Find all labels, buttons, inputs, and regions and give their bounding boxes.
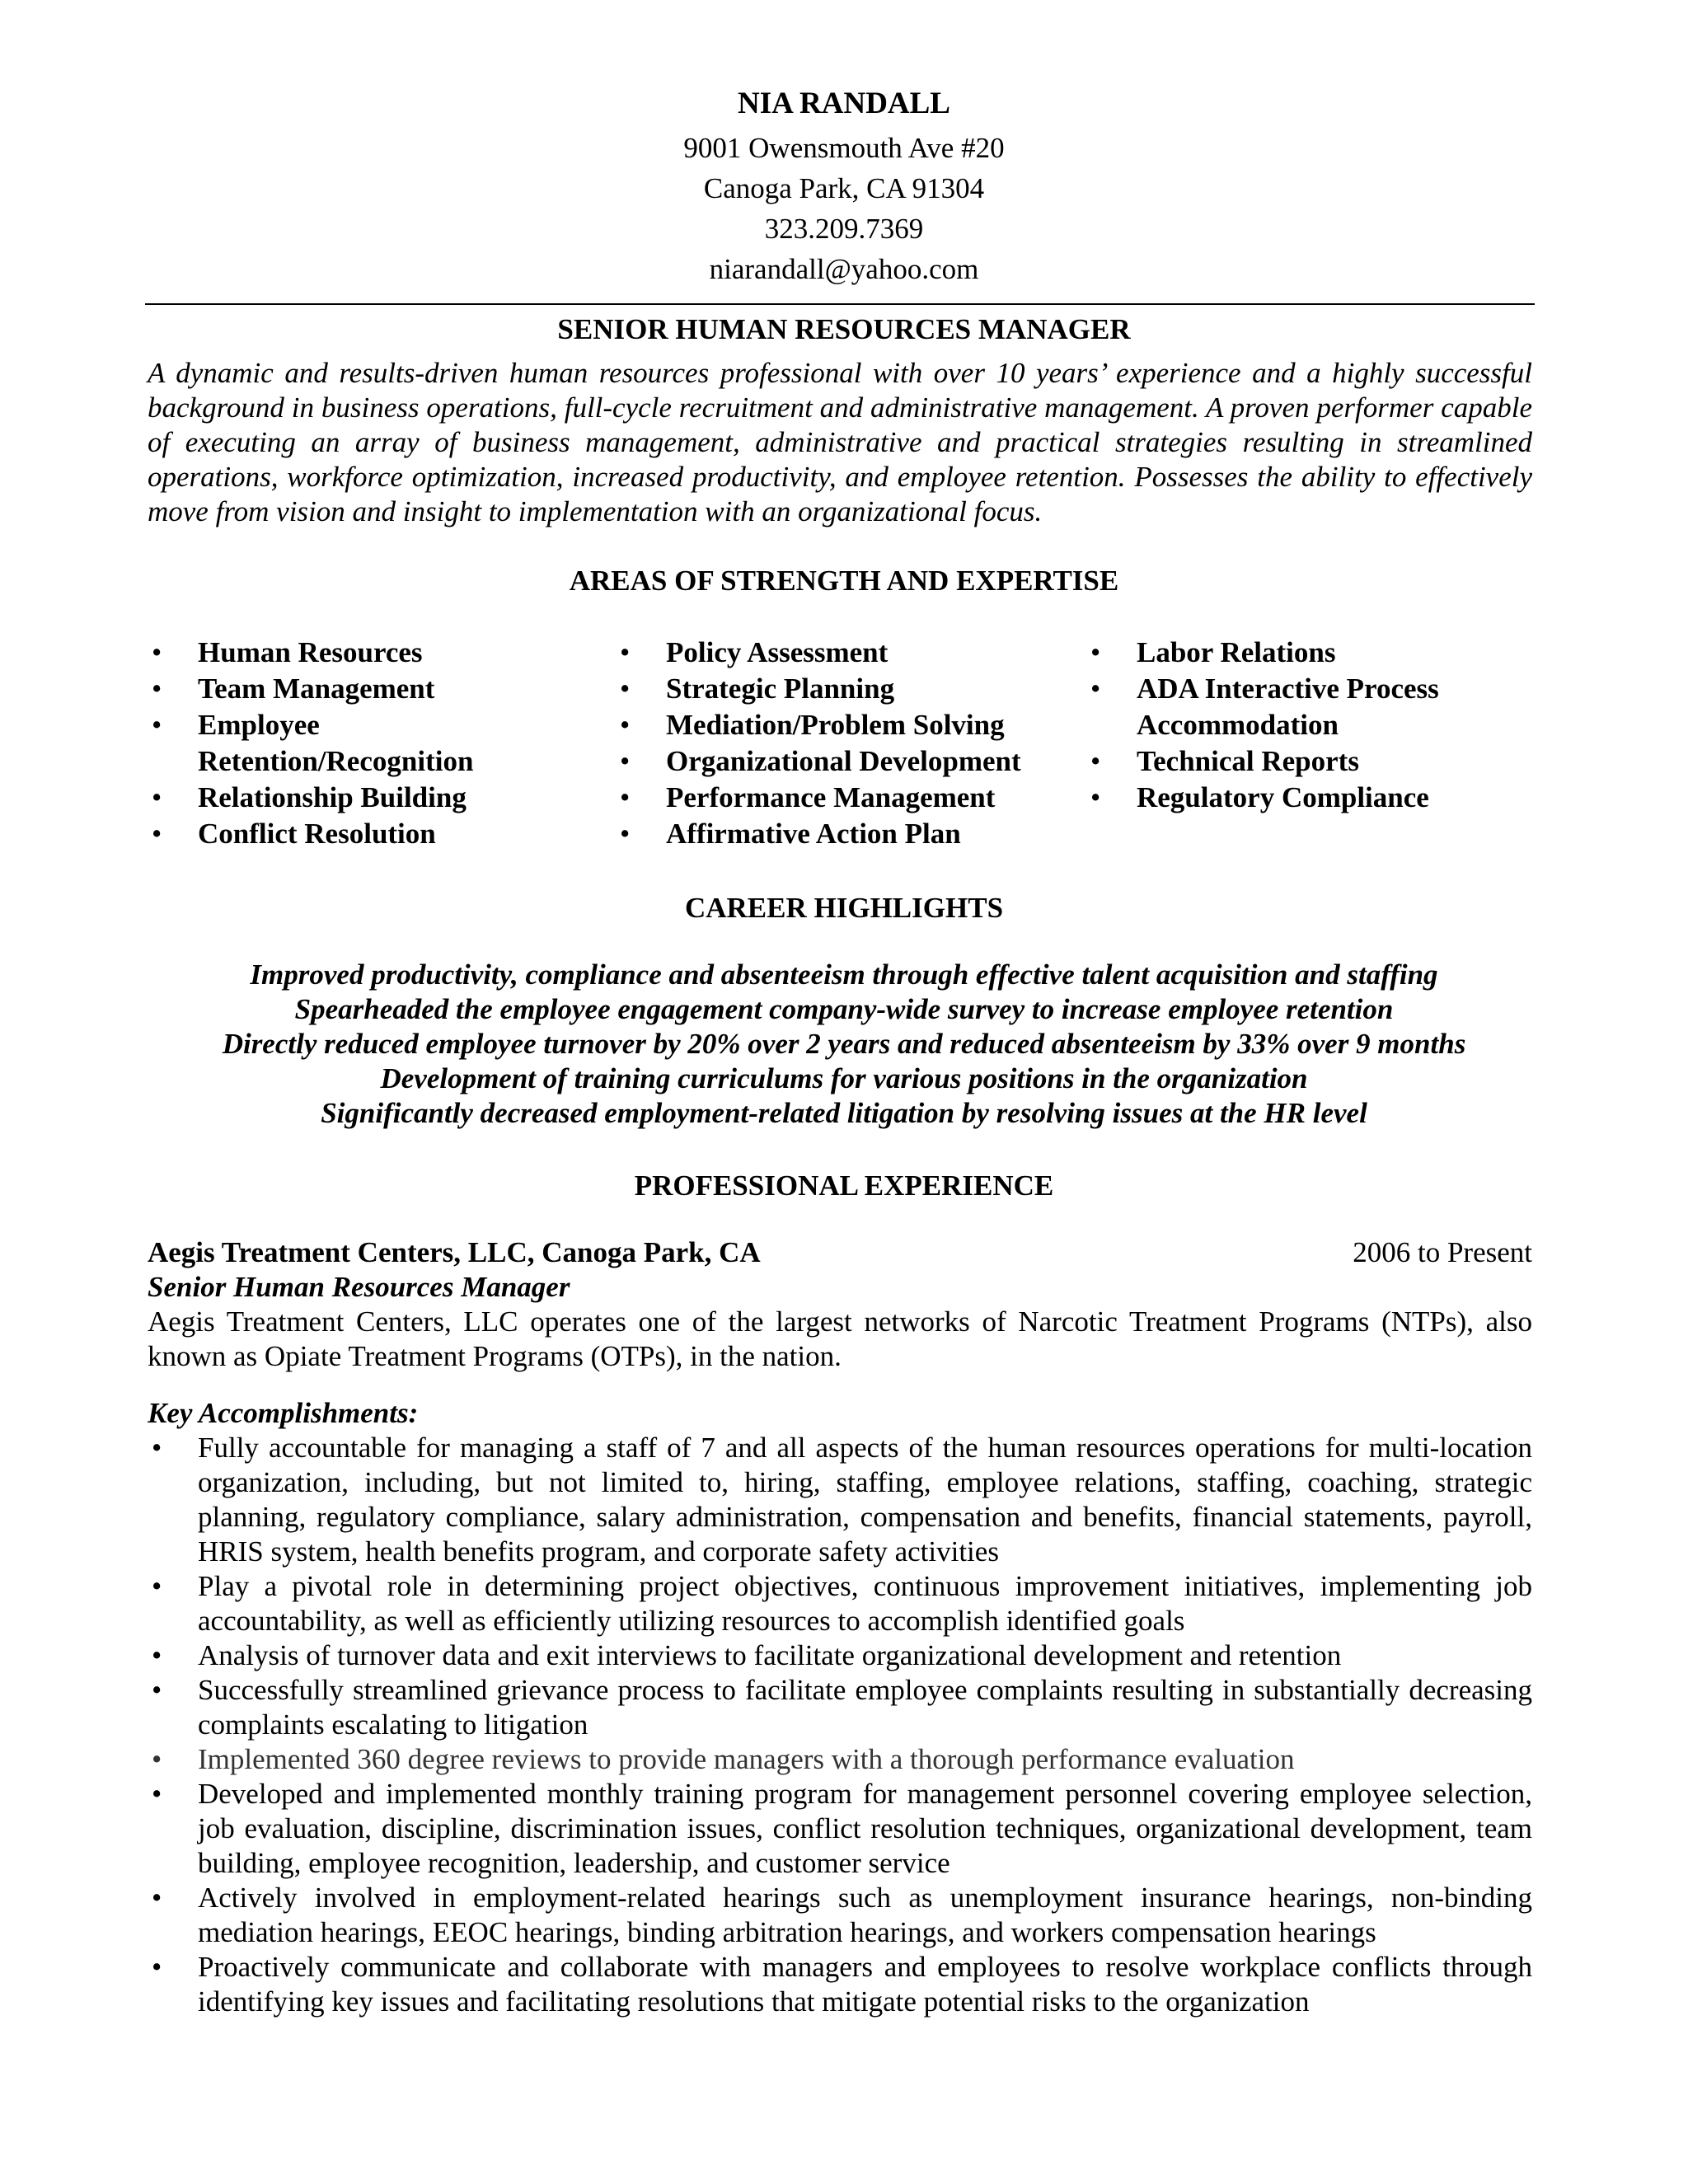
- accomplishment-item: • Play a pivotal role in determining project objectives, continuous improvement initiatives, implementing job accountability, as well as efficiently utilizing resources to accomplish identified goals: [148, 1569, 1532, 1638]
- strength-item: • ADA Interactive Process Accommodation: [1086, 671, 1474, 743]
- professional-title: SENIOR HUMAN RESOURCES MANAGER: [557, 313, 1131, 345]
- company-name: Aegis Treatment Centers, LLC, Canoga Park, CA: [148, 1236, 761, 1268]
- strength-item: • Affirmative Action Plan: [616, 816, 1077, 852]
- strength-item: • Conflict Resolution: [148, 816, 576, 852]
- strength-item: • Labor Relations: [1086, 635, 1474, 671]
- strengths-heading: AREAS OF STRENGTH AND EXPERTISE: [569, 565, 1119, 597]
- accomplishment-item: • Successfully streamlined grievance process to facilitate employee complaints resulting in substantially decreasing complaints escalating to litigation: [148, 1673, 1532, 1742]
- strengths-columns: [0, 635, 1688, 865]
- strength-item: • Team Management: [148, 671, 576, 707]
- candidate-name: NIA RANDALL: [737, 87, 950, 120]
- highlight-item: Improved productivity, compliance and absenteeism through effective talent acquisition and staffing: [250, 958, 1438, 991]
- job-dates: 2006 to Present: [1353, 1236, 1532, 1268]
- header-divider: [145, 303, 1535, 305]
- strength-item: • Human Resources: [148, 635, 576, 671]
- highlight-item: Significantly decreased employment-related litigation by resolving issues at the HR level: [321, 1097, 1367, 1129]
- company-description: Aegis Treatment Centers, LLC operates one of the largest networks of Narcotic Treatment Programs (NTPs), also known as Opiate Treatment Programs (OTPs), in the nation.: [148, 1305, 1532, 1372]
- contact-block: [0, 128, 1688, 289]
- accomplishment-item: • Developed and implemented monthly training program for management personnel covering employee selection, job evaluation, discipline, discrimination issues, conflict resolution techniques, organizational development, team building, employee recognition, leadership, and customer service: [148, 1777, 1532, 1881]
- accomplishment-item: • Actively involved in employment-related hearings such as unemployment insurance hearings, non-binding mediation hearings, EEOC hearings, binding arbitration hearings, and workers compensation hearings: [148, 1881, 1532, 1950]
- strength-item: • Employee Retention/Recognition: [148, 707, 544, 780]
- strength-item: • Performance Management: [616, 780, 1077, 816]
- accomplishment-item: • Analysis of turnover data and exit interviews to facilitate organizational development and retention: [148, 1638, 1532, 1673]
- job-title: Senior Human Resources Manager: [148, 1271, 570, 1303]
- summary-paragraph: A dynamic and results-driven human resources professional with over 10 years’ experience and a highly successful background in business operations, full-cycle recruitment and administrative management. A proven performer capable of executing an array of business management, administrative and practical strategies resulting in streamlined operations, workforce optimization, increased productivity, and employee retention. Possesses the ability to effectively move from vision and insight to implementation with an organizational focus.: [148, 357, 1532, 527]
- address-line-1: 9001 Owensmouth Ave #20: [683, 132, 1005, 164]
- strengths-column-1: [148, 635, 576, 852]
- address-line-2: Canoga Park, CA 91304: [703, 172, 985, 204]
- strength-item: • Relationship Building: [148, 780, 576, 816]
- accomplishments-list: [148, 1431, 1532, 2019]
- email-address: niarandall@yahoo.com: [709, 253, 979, 285]
- accomplishment-item: • Fully accountable for managing a staff of 7 and all aspects of the human resources operations for multi-location organization, including, but not limited to, hiring, staffing, employee relations, staffing, coaching, strategic planning, regulatory compliance, salary administration, compensation and benefits, financial statements, payroll, HRIS system, health benefits program, and corporate safety activities: [148, 1431, 1532, 1569]
- strength-item: • Technical Reports: [1086, 743, 1474, 780]
- strengths-column-2: [616, 635, 1077, 852]
- strength-item: • Regulatory Compliance: [1086, 780, 1474, 816]
- career-highlights: [0, 958, 1688, 1131]
- highlight-item: Directly reduced employee turnover by 20% over 2 years and reduced absenteeism by 33% over 9 months: [222, 1028, 1466, 1060]
- strength-item: • Organizational Development: [616, 743, 1077, 780]
- highlights-heading: CAREER HIGHLIGHTS: [684, 892, 1004, 924]
- phone-number: 323.209.7369: [764, 213, 924, 245]
- strength-item: • Strategic Planning: [616, 671, 1077, 707]
- accomplishment-item: • Implemented 360 degree reviews to provide managers with a thorough performance evaluation: [148, 1742, 1532, 1777]
- job-header: [148, 1235, 1532, 1270]
- experience-heading: PROFESSIONAL EXPERIENCE: [634, 1169, 1054, 1202]
- strength-item: • Mediation/Problem Solving: [616, 707, 1077, 743]
- accomplishments-label: Key Accomplishments:: [148, 1397, 419, 1429]
- highlight-item: Development of training curriculums for various positions in the organization: [380, 1062, 1308, 1094]
- strength-item: • Policy Assessment: [616, 635, 1077, 671]
- highlight-item: Spearheaded the employee engagement company-wide survey to increase employee retention: [294, 993, 1394, 1025]
- strengths-column-3: [1086, 635, 1474, 816]
- accomplishment-item: • Proactively communicate and collaborate with managers and employees to resolve workplace conflicts through identifying key issues and facilitating resolutions that mitigate potential risks to the organization: [148, 1950, 1532, 2019]
